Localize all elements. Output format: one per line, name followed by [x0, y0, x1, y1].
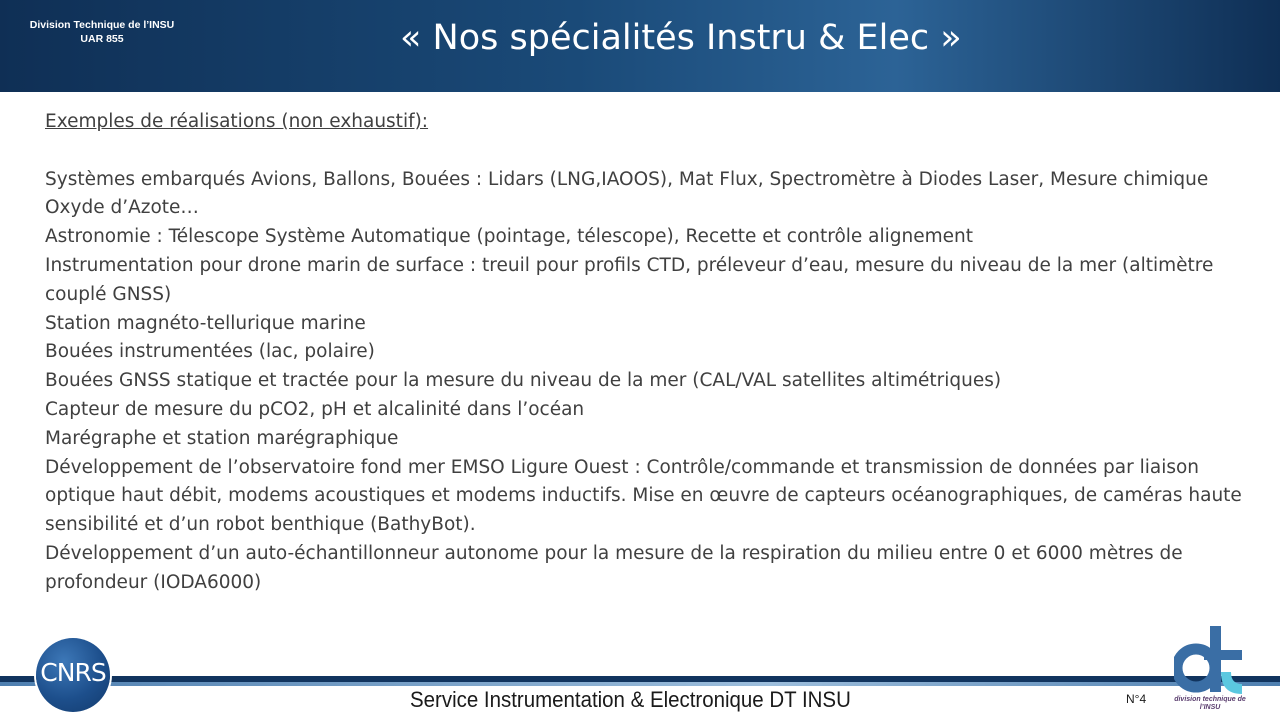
footer-divider-accent	[0, 682, 1280, 686]
organization-label	[14, 18, 190, 46]
list-item: Capteur de mesure du pCO2, pH et alcalinité dans l’océan	[45, 398, 585, 420]
list-item: Développement de l’observatoire fond mer EMSO Ligure Ouest : Contrôle/commande et transmission de données par liaison optique haut débit, modems acoustiques et modems inductifs. Mise en œuvre de capteurs océanographiques, de caméras haute sensibilité et d’un robot benthique (BathyBot).	[45, 456, 1242, 536]
dt-logo-t-bar	[1204, 650, 1242, 660]
list-item: Astronomie : Télescope Système Automatique (pointage, télescope), Recette et contrôle alignement	[45, 226, 974, 248]
list-item: Développement d’un auto-échantillonneur autonome pour la mesure de la respiration du milieu entre 0 et 6000 mètres de profondeur (IODA6000)	[45, 542, 1183, 593]
list-item: Instrumentation pour drone marin de surface : treuil pour profils CTD, préleveur d’eau, mesure du niveau de la mer (altimètre couplé GNSS)	[45, 254, 1214, 305]
list-item: Marégraphe et station marégraphique	[45, 427, 399, 449]
page-number: N°4	[1126, 692, 1147, 706]
list-item: Bouées GNSS statique et tractée pour la mesure du niveau de la mer (CAL/VAL satellites altimétriques)	[45, 370, 1002, 392]
cnrs-logo	[36, 638, 110, 712]
dt-logo-t-tail	[1221, 672, 1242, 694]
cnrs-logo-text: CNRS	[40, 658, 106, 687]
dt-logo-caption: division technique de l’INSU	[1174, 696, 1246, 711]
list-item: Systèmes embarqués Avions, Ballons, Bouées : Lidars (LNG,IAOOS), Mat Flux, Spectromètre à Diodes Laser, Mesure chimique Oxyde d’Azote…	[45, 168, 1209, 219]
list-item: Station magnéto-tellurique marine	[45, 312, 366, 334]
slide-content	[45, 108, 1245, 598]
slide-title: « Nos spécialités Instru & Elec »	[400, 18, 962, 58]
organization-unit: UAR 855	[80, 33, 124, 45]
list-item: Bouées instrumentées (lac, polaire)	[45, 341, 375, 363]
achievements-list	[45, 166, 1245, 598]
header-banner	[0, 0, 1280, 92]
content-subtitle: Exemples de réalisations (non exhaustif):	[45, 111, 429, 132]
organization-name: Division Technique de l’INSU	[29, 19, 175, 31]
footer-service-name: Service Instrumentation & Electronique DT INSU	[410, 687, 851, 712]
